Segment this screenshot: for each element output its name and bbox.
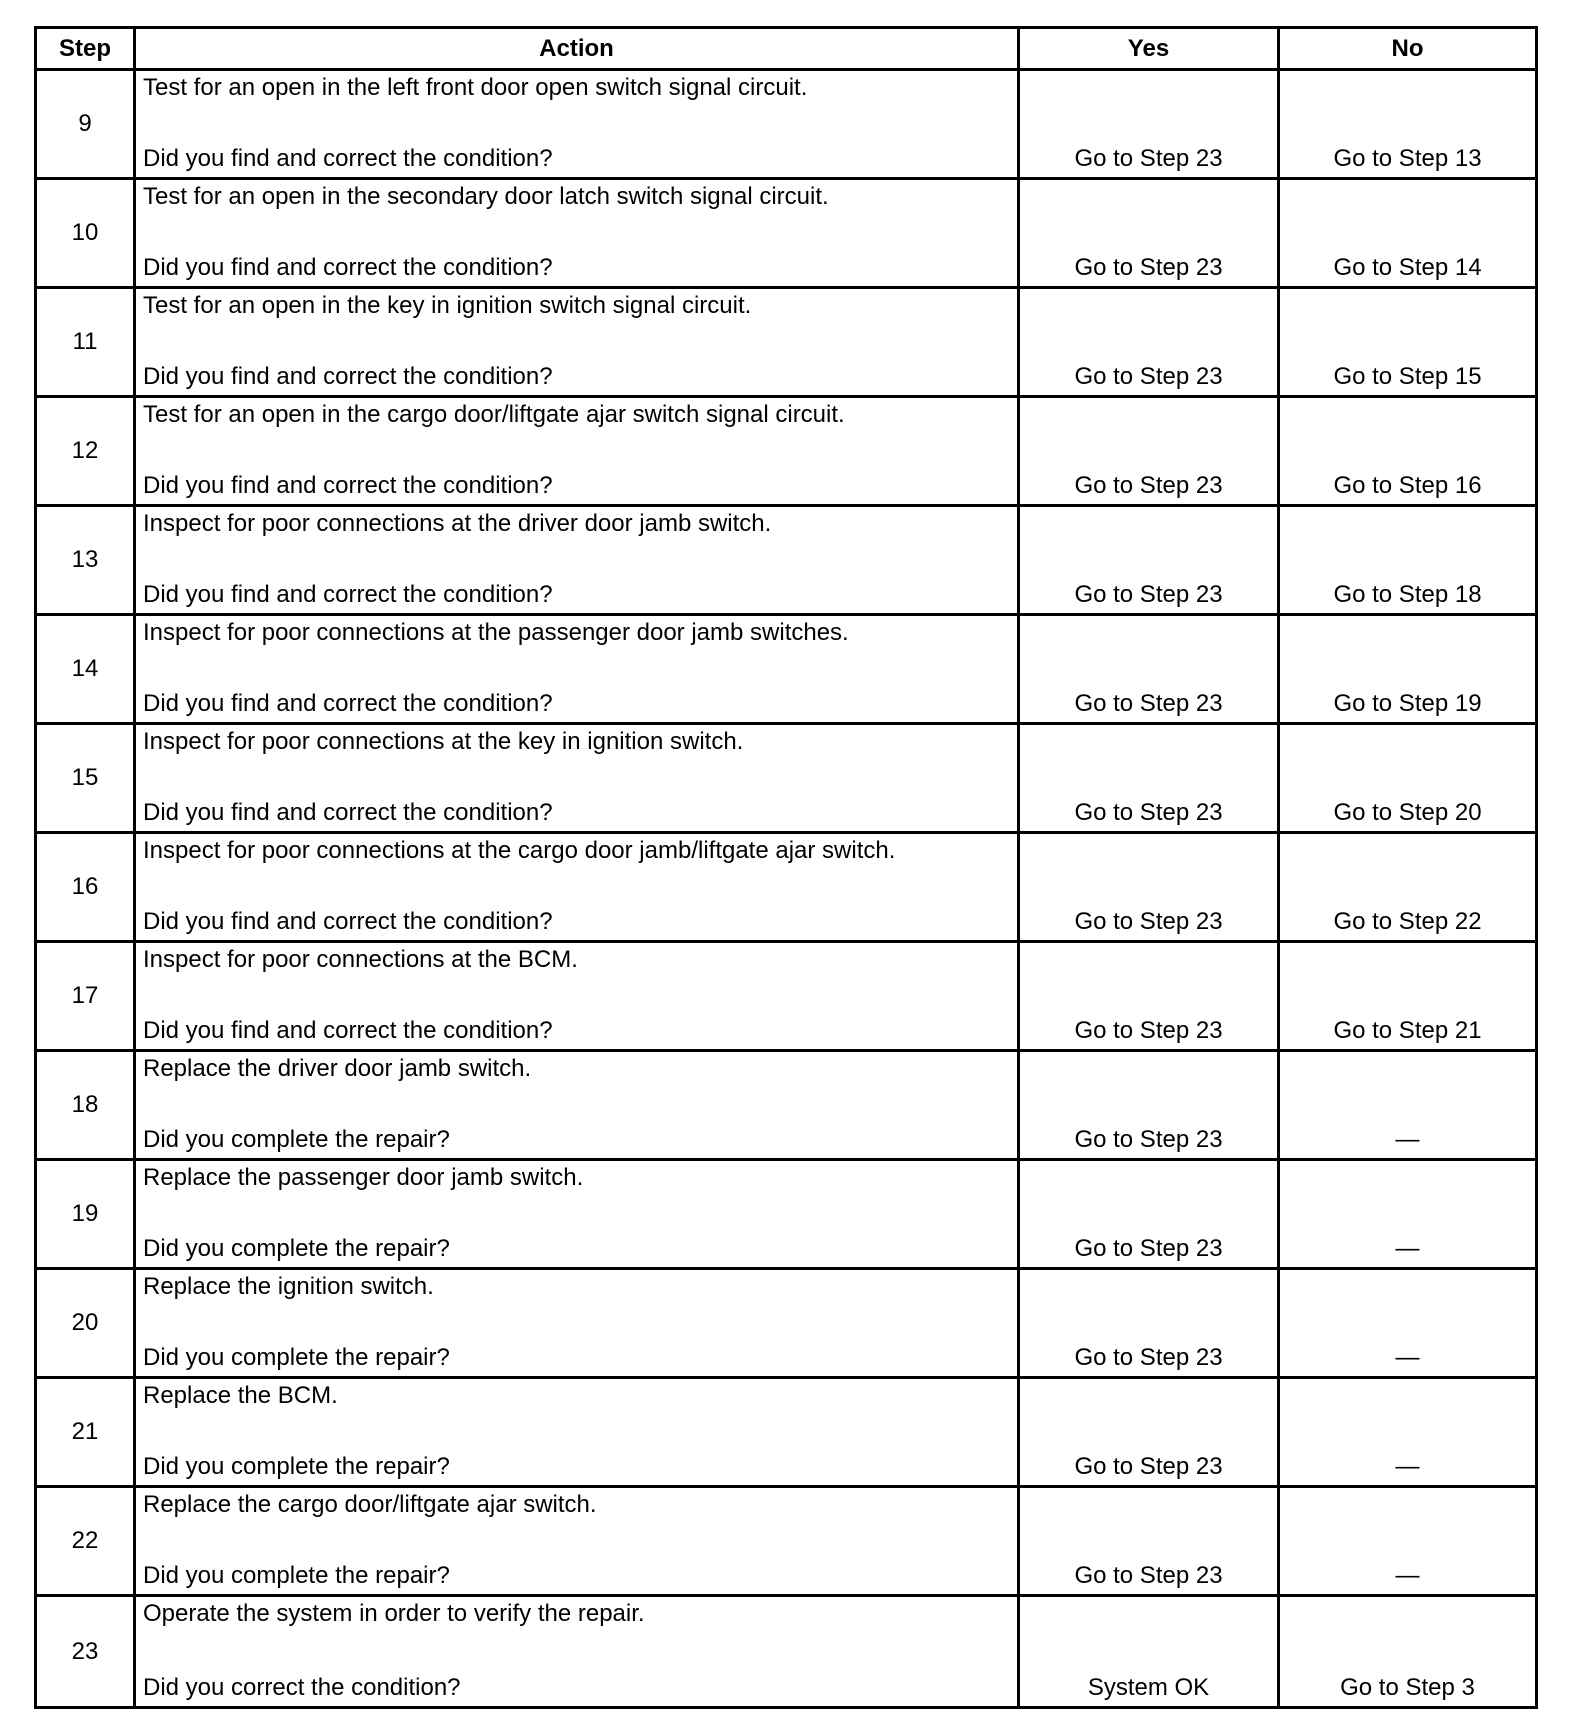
table-row <box>37 943 1535 1052</box>
header-step: Step <box>37 29 136 71</box>
no-result: Go to Step 21 <box>1333 1017 1482 1044</box>
action-question: Did you find and correct the condition? <box>143 799 553 826</box>
action-instruction: Inspect for poor connections at the BCM. <box>143 946 578 973</box>
action-cell <box>136 616 1020 725</box>
no-result: — <box>1395 1453 1420 1480</box>
no-result: Go to Step 16 <box>1333 472 1482 499</box>
action-question: Did you find and correct the condition? <box>143 581 553 608</box>
no-cell <box>1280 1379 1535 1488</box>
step-number: 9 <box>37 71 136 180</box>
action-instruction: Inspect for poor connections at the key in ignition switch. <box>143 728 744 755</box>
yes-result: Go to Step 23 <box>1074 1235 1223 1262</box>
no-result: Go to Step 18 <box>1333 581 1482 608</box>
yes-cell <box>1020 834 1280 943</box>
action-question: Did you find and correct the condition? <box>143 1017 553 1044</box>
action-cell <box>136 1597 1020 1706</box>
action-instruction: Test for an open in the key in ignition switch signal circuit. <box>143 292 752 319</box>
yes-result: Go to Step 23 <box>1074 1126 1223 1153</box>
yes-cell <box>1020 289 1280 398</box>
yes-cell <box>1020 943 1280 1052</box>
table-row <box>37 834 1535 943</box>
yes-cell <box>1020 725 1280 834</box>
no-result: — <box>1395 1126 1420 1153</box>
no-result: — <box>1395 1562 1420 1589</box>
action-question: Did you find and correct the condition? <box>143 254 553 281</box>
table-row <box>37 725 1535 834</box>
no-result: Go to Step 15 <box>1333 363 1482 390</box>
table-row <box>37 1597 1535 1706</box>
action-instruction: Test for an open in the cargo door/liftgate ajar switch signal circuit. <box>143 401 845 428</box>
yes-result: Go to Step 23 <box>1074 472 1223 499</box>
table-row <box>37 71 1535 180</box>
yes-result: Go to Step 23 <box>1074 363 1223 390</box>
no-result: Go to Step 20 <box>1333 799 1482 826</box>
action-instruction: Test for an open in the secondary door latch switch signal circuit. <box>143 183 829 210</box>
action-cell <box>136 1161 1020 1270</box>
yes-result: Go to Step 23 <box>1074 145 1223 172</box>
no-cell <box>1280 725 1535 834</box>
table-row <box>37 180 1535 289</box>
table-row <box>37 1052 1535 1161</box>
no-result: Go to Step 3 <box>1340 1674 1475 1701</box>
yes-cell <box>1020 71 1280 180</box>
action-cell <box>136 1270 1020 1379</box>
table-row <box>37 507 1535 616</box>
action-cell <box>136 71 1020 180</box>
action-question: Did you correct the condition? <box>143 1674 461 1701</box>
step-number: 19 <box>37 1161 136 1270</box>
no-result: — <box>1395 1235 1420 1262</box>
step-number: 21 <box>37 1379 136 1488</box>
action-question: Did you complete the repair? <box>143 1126 450 1153</box>
yes-result: Go to Step 23 <box>1074 581 1223 608</box>
step-number: 13 <box>37 507 136 616</box>
yes-result: Go to Step 23 <box>1074 1562 1223 1589</box>
table-row <box>37 398 1535 507</box>
no-cell <box>1280 507 1535 616</box>
no-result: Go to Step 22 <box>1333 908 1482 935</box>
yes-result: System OK <box>1087 1674 1210 1701</box>
no-cell <box>1280 71 1535 180</box>
table-row <box>37 616 1535 725</box>
yes-result: Go to Step 23 <box>1074 254 1223 281</box>
action-question: Did you find and correct the condition? <box>143 472 553 499</box>
action-cell <box>136 943 1020 1052</box>
no-cell <box>1280 943 1535 1052</box>
action-instruction: Test for an open in the left front door open switch signal circuit. <box>143 74 808 101</box>
action-question: Did you complete the repair? <box>143 1562 450 1589</box>
action-cell <box>136 289 1020 398</box>
table-row <box>37 1379 1535 1488</box>
step-number: 10 <box>37 180 136 289</box>
no-cell <box>1280 834 1535 943</box>
step-number: 23 <box>37 1597 136 1706</box>
yes-result: Go to Step 23 <box>1074 1017 1223 1044</box>
no-cell <box>1280 1488 1535 1597</box>
no-cell <box>1280 180 1535 289</box>
yes-cell <box>1020 180 1280 289</box>
yes-cell <box>1020 1488 1280 1597</box>
action-cell <box>136 1052 1020 1161</box>
header-no: No <box>1280 29 1535 71</box>
yes-result: Go to Step 23 <box>1074 1344 1223 1371</box>
action-instruction: Replace the cargo door/liftgate ajar switch. <box>143 1491 597 1518</box>
no-result: Go to Step 19 <box>1333 690 1482 717</box>
step-number: 17 <box>37 943 136 1052</box>
yes-result: Go to Step 23 <box>1074 690 1223 717</box>
action-instruction: Replace the passenger door jamb switch. <box>143 1164 584 1191</box>
step-number: 14 <box>37 616 136 725</box>
action-question: Did you find and correct the condition? <box>143 690 553 717</box>
no-cell <box>1280 289 1535 398</box>
action-instruction: Operate the system in order to verify the repair. <box>143 1600 645 1627</box>
yes-cell <box>1020 1161 1280 1270</box>
yes-result: Go to Step 23 <box>1074 1453 1223 1480</box>
no-cell <box>1280 1161 1535 1270</box>
action-question: Did you find and correct the condition? <box>143 363 553 390</box>
action-instruction: Inspect for poor connections at the cargo door jamb/liftgate ajar switch. <box>143 837 896 864</box>
action-question: Did you complete the repair? <box>143 1453 450 1480</box>
action-question: Did you complete the repair? <box>143 1344 450 1371</box>
yes-result: Go to Step 23 <box>1074 799 1223 826</box>
no-cell <box>1280 1597 1535 1706</box>
action-cell <box>136 725 1020 834</box>
yes-cell <box>1020 507 1280 616</box>
header-row <box>37 29 1535 71</box>
no-cell <box>1280 398 1535 507</box>
action-question: Did you find and correct the condition? <box>143 145 553 172</box>
step-number: 22 <box>37 1488 136 1597</box>
action-cell <box>136 834 1020 943</box>
yes-cell <box>1020 616 1280 725</box>
action-instruction: Inspect for poor connections at the driver door jamb switch. <box>143 510 772 537</box>
action-instruction: Replace the BCM. <box>143 1382 338 1409</box>
no-cell <box>1280 616 1535 725</box>
table-row <box>37 289 1535 398</box>
table-row <box>37 1161 1535 1270</box>
action-instruction: Replace the driver door jamb switch. <box>143 1055 532 1082</box>
diagnostic-table <box>34 26 1538 1709</box>
header-yes: Yes <box>1020 29 1280 71</box>
header-action: Action <box>136 29 1020 71</box>
table-row <box>37 1488 1535 1597</box>
action-instruction: Replace the ignition switch. <box>143 1273 434 1300</box>
step-number: 12 <box>37 398 136 507</box>
action-question: Did you complete the repair? <box>143 1235 450 1262</box>
table-row <box>37 1270 1535 1379</box>
action-cell <box>136 1379 1020 1488</box>
no-result: — <box>1395 1344 1420 1371</box>
yes-cell <box>1020 1052 1280 1161</box>
yes-cell <box>1020 1270 1280 1379</box>
no-result: Go to Step 14 <box>1333 254 1482 281</box>
yes-cell <box>1020 1597 1280 1706</box>
step-number: 15 <box>37 725 136 834</box>
action-cell <box>136 180 1020 289</box>
yes-result: Go to Step 23 <box>1074 908 1223 935</box>
no-result: Go to Step 13 <box>1333 145 1482 172</box>
step-number: 20 <box>37 1270 136 1379</box>
yes-cell <box>1020 1379 1280 1488</box>
action-cell <box>136 398 1020 507</box>
step-number: 18 <box>37 1052 136 1161</box>
step-number: 11 <box>37 289 136 398</box>
action-instruction: Inspect for poor connections at the passenger door jamb switches. <box>143 619 849 646</box>
no-cell <box>1280 1270 1535 1379</box>
step-number: 16 <box>37 834 136 943</box>
action-cell <box>136 1488 1020 1597</box>
yes-cell <box>1020 398 1280 507</box>
action-cell <box>136 507 1020 616</box>
action-question: Did you find and correct the condition? <box>143 908 553 935</box>
no-cell <box>1280 1052 1535 1161</box>
